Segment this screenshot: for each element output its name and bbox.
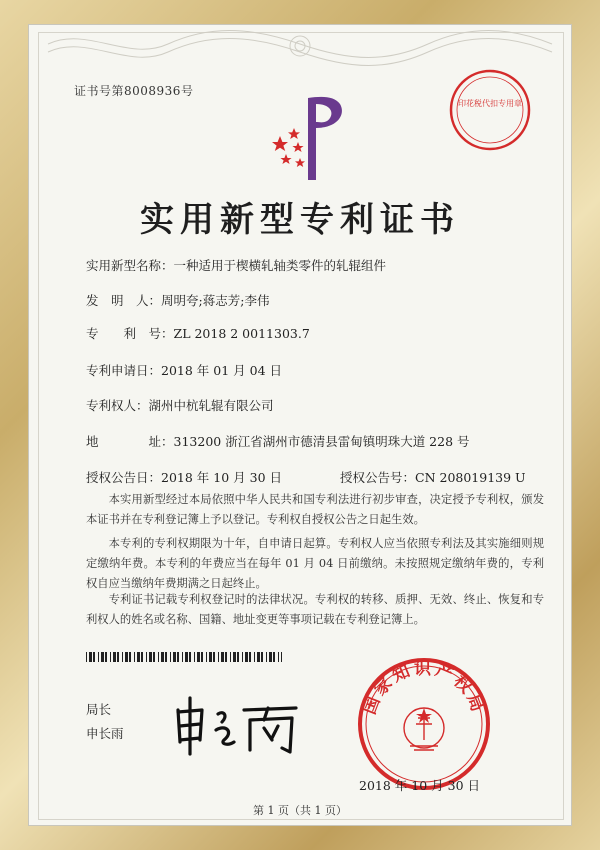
grant-number-label: 授权公告号：	[340, 470, 416, 485]
grant-date-row	[86, 468, 282, 486]
patent-number-value: ZL 2018 2 0011303.7	[173, 326, 310, 341]
page-number: 第 1 页（共 1 页）	[253, 804, 347, 817]
seal-text: 国家知识产权局	[359, 659, 489, 718]
cnipa-logo-icon	[260, 88, 360, 188]
application-date-value: 2018 年 01 月 04 日	[161, 363, 283, 378]
handwritten-signature-icon	[168, 690, 308, 760]
utility-model-name-row	[86, 256, 386, 274]
patent-number-label: 专 利 号：	[86, 326, 174, 341]
grant-date-label: 授权公告日：	[86, 470, 162, 485]
seal-date: 2018 年 10 月 30 日	[359, 778, 480, 793]
inventor-row	[86, 291, 269, 309]
paragraph-1: 本实用新型经过本局依照中华人民共和国专利法进行初步审查，决定授予专利权，颁发本证书并在专利登记簿上予以登记。专利权自授权公告之日起生效。	[86, 493, 544, 526]
certificate-paper	[28, 24, 572, 826]
application-date-row	[86, 361, 282, 379]
tax-stamp-text: 印花税代扣专用章	[458, 99, 522, 108]
application-date-label: 专利申请日：	[86, 363, 162, 378]
certificate-title: 实用新型专利证书	[140, 200, 460, 240]
tax-stamp-seal	[448, 68, 532, 152]
address-label: 地 址：	[86, 434, 174, 449]
paragraph-3: 专利证书记载专利权登记时的法律状况。专利权的转移、质押、无效、终止、恢复和专利权人的姓名或名称、国籍、地址变更等事项记载在专利登记簿上。	[86, 593, 544, 626]
patentee-row	[86, 396, 274, 414]
patent-number-row	[86, 324, 310, 342]
patentee-label: 专利权人：	[86, 398, 149, 413]
paragraph-2: 本专利的专利权期限为十年，自申请日起算。专利权人应当依照专利法及其实施细则规定缴纳年费。本专利的年费应当在每年 01 月 04 日前缴纳。未按照规定缴纳年费的，专利权自应当缴纳年费期满之日起终止。	[86, 537, 544, 590]
director-name: 申长雨	[86, 726, 124, 741]
barcode-icon	[86, 652, 282, 662]
inventor-value: 周明夸;蒋志芳;李伟	[161, 293, 270, 308]
inventor-label: 发 明 人：	[86, 293, 162, 308]
utility-model-name-label: 实用新型名称：	[86, 258, 174, 273]
utility-model-name-value: 一种适用于楔横轧轴类零件的轧辊组件	[173, 258, 387, 273]
certificate-number: 证书号第8008936号	[74, 84, 194, 98]
address-value: 313200 浙江省湖州市德清县雷甸镇明珠大道 228 号	[173, 434, 470, 449]
patentee-value: 湖州中杭轧辊有限公司	[148, 398, 274, 413]
address-row	[86, 432, 470, 450]
director-title: 局长	[86, 702, 112, 717]
grant-number-row	[340, 468, 526, 486]
grant-date-value: 2018 年 10 月 30 日	[161, 470, 283, 485]
cnipa-official-seal	[354, 654, 494, 794]
grant-number-value: CN 208019139 U	[415, 470, 526, 485]
